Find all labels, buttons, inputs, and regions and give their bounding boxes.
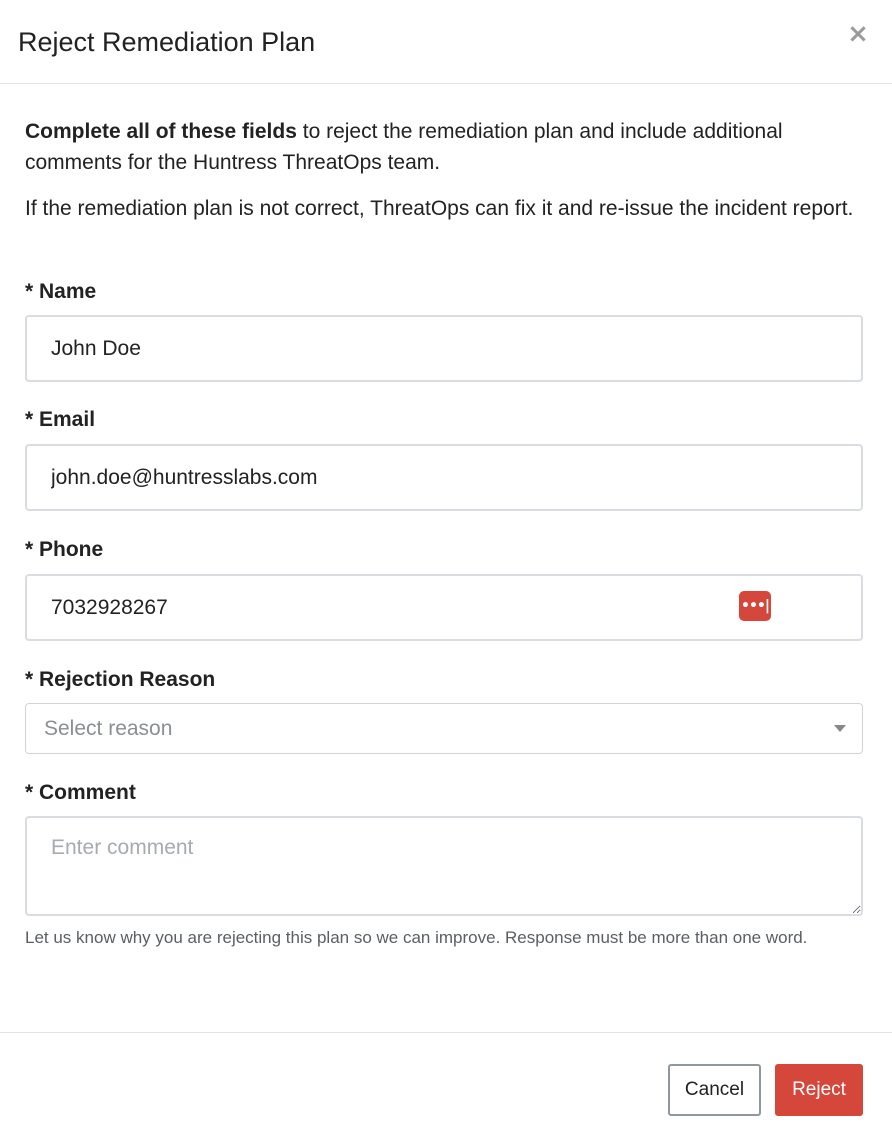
comment-help-text: Let us know why you are rejecting this plan so we can improve. Response must be more than one word. xyxy=(25,928,808,947)
phone-field xyxy=(25,574,863,641)
reject-button[interactable]: Reject xyxy=(775,1064,863,1116)
intro-rest: to reject the remediation plan and include additional comments for the Huntress ThreatOps team. xyxy=(25,120,783,174)
phone-label: * Phone xyxy=(25,538,104,561)
modal-header xyxy=(0,0,892,84)
rejection-reason-select[interactable] xyxy=(25,703,863,754)
comment-label: * Comment xyxy=(25,781,136,804)
name-label: * Name xyxy=(25,280,97,303)
close-button[interactable] xyxy=(846,19,870,49)
modal-body xyxy=(25,84,863,947)
name-input[interactable] xyxy=(25,315,863,382)
note-text: If the remediation plan is not correct, ThreatOps can fix it and re-issue the incident report. xyxy=(25,197,854,220)
comment-textarea[interactable] xyxy=(25,816,863,916)
intro-bold: Complete all of these fields xyxy=(25,120,297,143)
intro-text xyxy=(25,116,863,178)
phone-input[interactable] xyxy=(25,574,863,641)
cancel-button[interactable]: Cancel xyxy=(668,1064,761,1116)
email-label: * Email xyxy=(25,408,96,431)
rejection-reason-label: * Rejection Reason xyxy=(25,668,216,691)
email-input[interactable] xyxy=(25,444,863,511)
close-icon: × xyxy=(847,19,869,49)
chevron-down-icon xyxy=(834,725,846,732)
rejection-reason-placeholder: Select reason xyxy=(44,717,173,740)
modal-title: Reject Remediation Plan xyxy=(18,27,316,57)
password-manager-icon[interactable]: •••| xyxy=(739,591,771,621)
modal-footer xyxy=(0,1032,892,1144)
